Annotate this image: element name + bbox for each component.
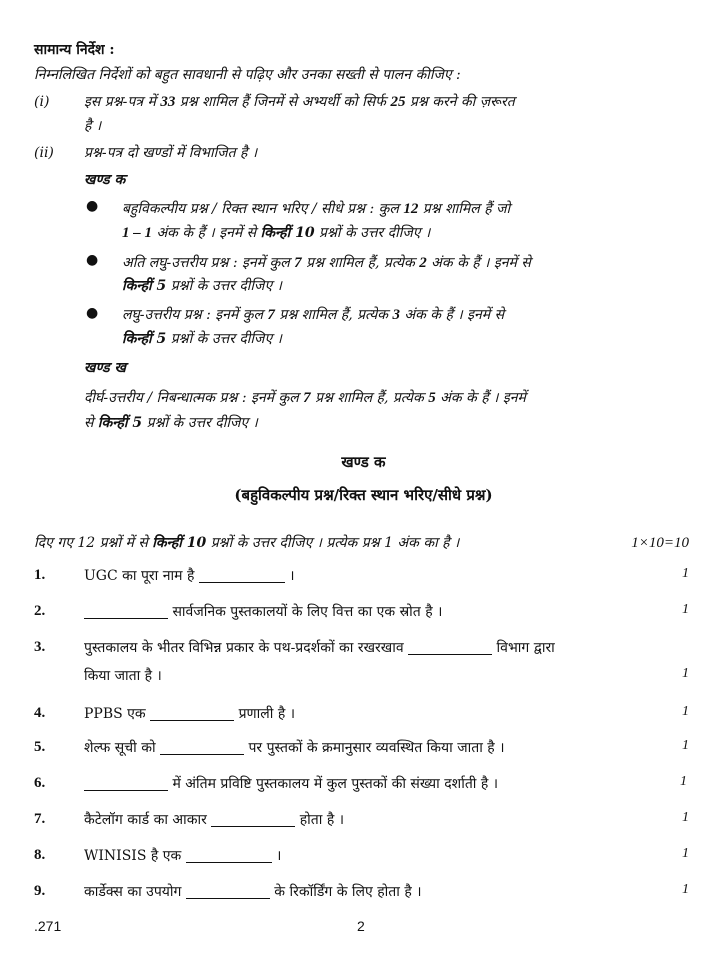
text: लघु-उत्तरीय प्रश्न : इनमें कुल bbox=[122, 307, 268, 323]
point-i-line1 bbox=[84, 92, 515, 112]
question-text-after: होता है । bbox=[295, 812, 345, 828]
number: 2 bbox=[419, 255, 427, 271]
section-subtitle: (बहुविकल्पीय प्रश्न/रिक्त स्थान भरिए/सीधे प्रश्न) bbox=[234, 486, 493, 504]
question-text-after: के रिकॉर्डिंग के लिए होता है । bbox=[269, 884, 422, 900]
question-text-before: PPBS एक bbox=[84, 706, 151, 722]
text: इस प्रश्न-पत्र में bbox=[84, 94, 161, 110]
question-text-before: शेल्फ सूची को bbox=[84, 740, 161, 756]
bullet1-line1 bbox=[122, 199, 510, 219]
question-text bbox=[84, 562, 295, 590]
question-text-before: कार्डेक्स का उपयोग bbox=[84, 884, 186, 900]
text: प्रश्न शामिल हैं, प्रत्येक bbox=[310, 390, 429, 406]
text: प्रश्न करने की ज़रूरत bbox=[405, 94, 515, 110]
section-b-label: खण्ड ख bbox=[84, 360, 126, 376]
point-i-line2: है । bbox=[84, 118, 102, 134]
question-text bbox=[84, 634, 555, 690]
question-number: 5. bbox=[34, 739, 46, 755]
question-number: 1. bbox=[34, 567, 46, 583]
emphasis: किन्हीं 10 bbox=[260, 225, 315, 241]
question-text bbox=[84, 734, 505, 762]
section-a-label: खण्ड क bbox=[84, 172, 126, 188]
text: प्रश्नों के उत्तर दीजिए । bbox=[166, 278, 282, 294]
question-text bbox=[84, 878, 422, 906]
page-number: 2 bbox=[357, 918, 365, 934]
question-number: 9. bbox=[34, 883, 46, 899]
section-b-line1 bbox=[84, 388, 526, 408]
question-marks: 1 bbox=[682, 846, 689, 861]
bullet3-line1 bbox=[122, 305, 504, 325]
bullet2-line1 bbox=[122, 253, 531, 273]
section-instruction bbox=[34, 533, 459, 553]
section-b-line2 bbox=[84, 413, 258, 433]
question-text-line2: किया जाता है । bbox=[84, 668, 162, 684]
text: प्रश्न शामिल हैं, प्रत्येक bbox=[274, 307, 393, 323]
answer-blank bbox=[84, 604, 168, 619]
answer-blank bbox=[186, 848, 272, 863]
question-text-before: पुस्तकालय के भीतर विभिन्न प्रकार के पथ-प्रदर्शकों का रखरखाव bbox=[84, 640, 409, 656]
question-number: 8. bbox=[34, 847, 46, 863]
number: 3 bbox=[392, 307, 400, 323]
emphasis: किन्हीं 5 bbox=[122, 331, 167, 347]
text: प्रश्न शामिल हैं जिनमें से अभ्यर्थी को सिर्फ bbox=[175, 94, 391, 110]
text: प्रश्नों के उत्तर दीजिए । bbox=[142, 415, 258, 431]
text: अंक के हैं । इनमें से bbox=[426, 255, 531, 271]
number: 7 bbox=[303, 390, 311, 406]
point-ii-marker: (ii) bbox=[34, 145, 54, 161]
text: अंक के हैं । इनमें से bbox=[399, 307, 505, 323]
answer-blank bbox=[186, 884, 270, 899]
emphasis: किन्हीं 10 bbox=[152, 535, 207, 551]
point-ii-text: प्रश्न-पत्र दो खण्डों में विभाजित है । bbox=[84, 145, 258, 161]
question-marks: 1 bbox=[682, 704, 689, 719]
number: 7 bbox=[267, 307, 275, 323]
answer-blank bbox=[211, 812, 295, 827]
emphasis: किन्हीं 5 bbox=[122, 278, 167, 294]
text: दीर्घ-उत्तरीय / निबन्धात्मक प्रश्न : इनमें कुल bbox=[84, 390, 304, 406]
answer-blank bbox=[160, 740, 244, 755]
instructions-intro: निम्नलिखित निर्देशों को बहुत सावधानी से पढ़िए और उनका सख्ती से पालन कीजिए : bbox=[34, 67, 461, 83]
question-marks: 1 bbox=[682, 810, 689, 825]
number: 33 bbox=[160, 94, 176, 110]
emphasis: किन्हीं 5 bbox=[97, 415, 143, 431]
text: प्रश्न शामिल हैं जो bbox=[418, 201, 511, 217]
instructions-heading: सामान्य निर्देश : bbox=[34, 42, 115, 58]
question-text-before: WINISIS है एक bbox=[84, 848, 186, 864]
question-number: 6. bbox=[34, 775, 46, 791]
question-text bbox=[84, 842, 281, 870]
question-text-after: । bbox=[284, 568, 295, 584]
text: अति लघु-उत्तरीय प्रश्न : इनमें कुल bbox=[122, 255, 295, 271]
bullet-icon: ● bbox=[86, 252, 99, 268]
text: अंक के हैं । इनमें से bbox=[152, 225, 261, 241]
question-text-after: में अंतिम प्रविष्टि पुस्तकालय में कुल पुस्तकों की संख्या दर्शाती है । bbox=[168, 776, 499, 792]
question-text-after: । bbox=[271, 848, 282, 864]
question-number: 2. bbox=[34, 603, 46, 619]
question-marks: 1 bbox=[682, 738, 689, 753]
number: 5 bbox=[428, 390, 436, 406]
question-text-after: विभाग द्वारा bbox=[492, 640, 555, 656]
question-marks: 1 bbox=[680, 774, 687, 789]
text: बहुविकल्पीय प्रश्न / रिक्त स्थान भरिए / सीधे प्रश्न : कुल bbox=[122, 201, 404, 217]
paper-code: .271 bbox=[34, 918, 62, 934]
answer-blank bbox=[199, 568, 285, 583]
answer-blank bbox=[150, 706, 234, 721]
text: अंक के हैं । इनमें bbox=[435, 390, 526, 406]
number: 25 bbox=[390, 94, 406, 110]
question-text bbox=[84, 806, 344, 834]
number: 7 bbox=[294, 255, 302, 271]
text: प्रश्नों के उत्तर दीजिए । प्रत्येक प्रश्न 1 अंक का है । bbox=[206, 535, 460, 551]
question-marks: 1 bbox=[682, 882, 689, 897]
question-text-after: सार्वजनिक पुस्तकालयों के लिए वित्त का एक स्रोत है । bbox=[168, 604, 443, 620]
number: 1 – 1 bbox=[122, 225, 152, 241]
question-text bbox=[84, 700, 295, 728]
bullet-icon: ● bbox=[86, 305, 99, 321]
question-marks: 1 bbox=[682, 566, 689, 581]
text: प्रश्नों के उत्तर दीजिए । bbox=[166, 331, 282, 347]
question-text-after: पर पुस्तकों के क्रमानुसार व्यवस्थित किया जाता है । bbox=[244, 740, 505, 756]
section-title: खण्ड क bbox=[341, 453, 386, 471]
question-text bbox=[84, 598, 442, 626]
bullet-icon: ● bbox=[86, 198, 99, 214]
answer-blank bbox=[408, 640, 492, 655]
question-marks: 1 bbox=[682, 602, 689, 617]
question-text-before: UGC का पूरा नाम है bbox=[84, 568, 199, 584]
question-number: 3. bbox=[34, 639, 46, 655]
number: 12 bbox=[403, 201, 419, 217]
text: प्रश्न शामिल हैं, प्रत्येक bbox=[301, 255, 420, 271]
question-text bbox=[84, 770, 498, 798]
question-text-after: प्रणाली है । bbox=[234, 706, 296, 722]
text: से bbox=[84, 415, 98, 431]
point-i-marker: (i) bbox=[34, 94, 50, 110]
marks-total: 1×10=10 bbox=[631, 535, 689, 551]
answer-blank bbox=[84, 776, 168, 791]
text: प्रश्नों के उत्तर दीजिए । bbox=[314, 225, 431, 241]
text: दिए गए 12 प्रश्नों में से bbox=[34, 535, 153, 551]
bullet1-line2 bbox=[122, 223, 430, 243]
question-number: 7. bbox=[34, 811, 46, 827]
bullet2-line2 bbox=[122, 276, 282, 296]
bullet3-line2 bbox=[122, 329, 282, 349]
question-text-before: कैटेलॉग कार्ड का आकार bbox=[84, 812, 212, 828]
question-number: 4. bbox=[34, 705, 46, 721]
question-marks: 1 bbox=[682, 666, 689, 681]
